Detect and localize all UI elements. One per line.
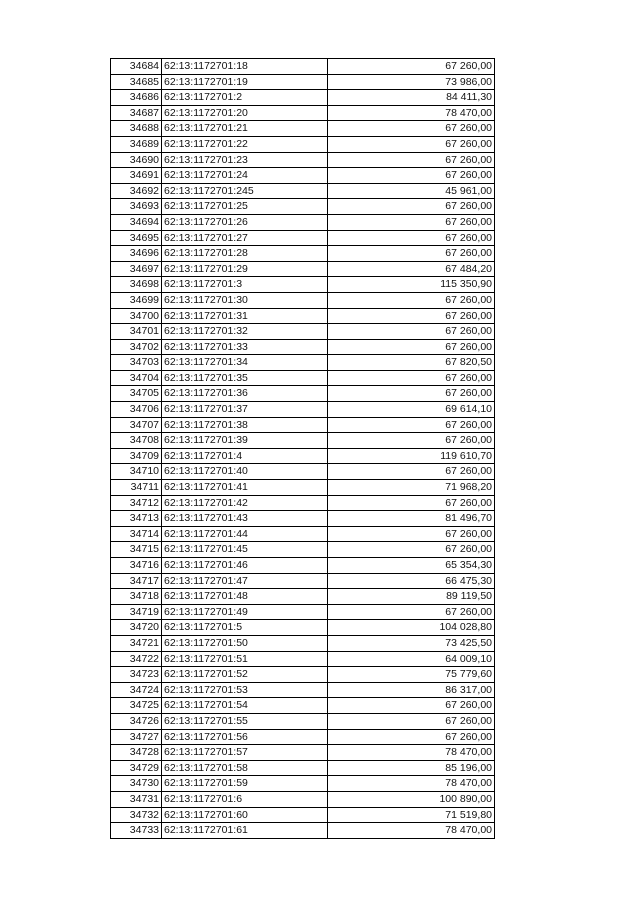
cadastral-value-cell: 64 009,10	[328, 651, 495, 667]
table-row	[111, 136, 495, 152]
table-row	[111, 152, 495, 168]
table-row	[111, 168, 495, 184]
row-number-cell: 34715	[111, 542, 162, 558]
cadastral-number-cell: 62:13:1172701:31	[162, 308, 328, 324]
row-number-cell: 34696	[111, 246, 162, 262]
table-row	[111, 480, 495, 496]
row-number-cell: 34693	[111, 199, 162, 215]
row-number-cell: 34728	[111, 745, 162, 761]
cadastral-number-cell: 62:13:1172701:18	[162, 59, 328, 75]
table-row	[111, 121, 495, 137]
table-row	[111, 558, 495, 574]
cadastral-number-cell: 62:13:1172701:21	[162, 121, 328, 137]
row-number-cell: 34688	[111, 121, 162, 137]
cadastral-value-cell: 85 196,00	[328, 760, 495, 776]
table-row	[111, 651, 495, 667]
row-number-cell: 34733	[111, 823, 162, 839]
cadastral-value-cell: 65 354,30	[328, 558, 495, 574]
table-row	[111, 729, 495, 745]
cadastral-number-cell: 62:13:1172701:20	[162, 105, 328, 121]
table-row	[111, 604, 495, 620]
cadastral-number-cell: 62:13:1172701:28	[162, 246, 328, 262]
row-number-cell: 34722	[111, 651, 162, 667]
cadastral-value-table	[110, 58, 495, 839]
cadastral-number-cell: 62:13:1172701:4	[162, 448, 328, 464]
row-number-cell: 34709	[111, 448, 162, 464]
cadastral-number-cell: 62:13:1172701:32	[162, 324, 328, 340]
cadastral-value-cell: 66 475,30	[328, 573, 495, 589]
table-row	[111, 526, 495, 542]
cadastral-value-cell: 78 470,00	[328, 823, 495, 839]
table-row	[111, 90, 495, 106]
cadastral-number-cell: 62:13:1172701:30	[162, 292, 328, 308]
cadastral-number-cell: 62:13:1172701:61	[162, 823, 328, 839]
cadastral-number-cell: 62:13:1172701:245	[162, 183, 328, 199]
row-number-cell: 34724	[111, 682, 162, 698]
cadastral-value-cell: 67 260,00	[328, 324, 495, 340]
cadastral-value-cell: 73 986,00	[328, 74, 495, 90]
table-row	[111, 214, 495, 230]
cadastral-value-cell: 78 470,00	[328, 745, 495, 761]
cadastral-number-cell: 62:13:1172701:51	[162, 651, 328, 667]
cadastral-number-cell: 62:13:1172701:39	[162, 433, 328, 449]
table-row	[111, 105, 495, 121]
cadastral-value-cell: 67 260,00	[328, 246, 495, 262]
table-row	[111, 183, 495, 199]
table-row	[111, 292, 495, 308]
cadastral-value-cell: 67 260,00	[328, 136, 495, 152]
row-number-cell: 34727	[111, 729, 162, 745]
table-row	[111, 511, 495, 527]
cadastral-value-cell: 86 317,00	[328, 682, 495, 698]
row-number-cell: 34714	[111, 526, 162, 542]
cadastral-value-cell: 67 260,00	[328, 230, 495, 246]
row-number-cell: 34691	[111, 168, 162, 184]
row-number-cell: 34732	[111, 807, 162, 823]
cadastral-number-cell: 62:13:1172701:27	[162, 230, 328, 246]
cadastral-value-cell: 45 961,00	[328, 183, 495, 199]
cadastral-number-cell: 62:13:1172701:6	[162, 791, 328, 807]
table-row	[111, 448, 495, 464]
cadastral-number-cell: 62:13:1172701:47	[162, 573, 328, 589]
table-body	[111, 59, 495, 839]
cadastral-number-cell: 62:13:1172701:53	[162, 682, 328, 698]
row-number-cell: 34700	[111, 308, 162, 324]
table-row	[111, 417, 495, 433]
row-number-cell: 34687	[111, 105, 162, 121]
table-row	[111, 791, 495, 807]
table-row	[111, 682, 495, 698]
cadastral-value-cell: 67 260,00	[328, 168, 495, 184]
cadastral-number-cell: 62:13:1172701:45	[162, 542, 328, 558]
cadastral-number-cell: 62:13:1172701:38	[162, 417, 328, 433]
table-row	[111, 261, 495, 277]
cadastral-number-cell: 62:13:1172701:26	[162, 214, 328, 230]
table-row	[111, 402, 495, 418]
table-row	[111, 620, 495, 636]
cadastral-number-cell: 62:13:1172701:34	[162, 355, 328, 371]
row-number-cell: 34717	[111, 573, 162, 589]
row-number-cell: 34721	[111, 635, 162, 651]
row-number-cell: 34703	[111, 355, 162, 371]
table-row	[111, 760, 495, 776]
row-number-cell: 34689	[111, 136, 162, 152]
cadastral-value-cell: 75 779,60	[328, 667, 495, 683]
cadastral-value-cell: 67 260,00	[328, 542, 495, 558]
cadastral-number-cell: 62:13:1172701:33	[162, 339, 328, 355]
cadastral-number-cell: 62:13:1172701:40	[162, 464, 328, 480]
row-number-cell: 34708	[111, 433, 162, 449]
row-number-cell: 34729	[111, 760, 162, 776]
cadastral-value-cell: 115 350,90	[328, 277, 495, 293]
cadastral-value-cell: 67 484,20	[328, 261, 495, 277]
table-row	[111, 74, 495, 90]
table-row	[111, 713, 495, 729]
row-number-cell: 34702	[111, 339, 162, 355]
cadastral-number-cell: 62:13:1172701:57	[162, 745, 328, 761]
row-number-cell: 34710	[111, 464, 162, 480]
row-number-cell: 34706	[111, 402, 162, 418]
cadastral-number-cell: 62:13:1172701:54	[162, 698, 328, 714]
row-number-cell: 34720	[111, 620, 162, 636]
cadastral-number-cell: 62:13:1172701:56	[162, 729, 328, 745]
table-row	[111, 59, 495, 75]
cadastral-value-cell: 69 614,10	[328, 402, 495, 418]
cadastral-value-cell: 67 260,00	[328, 199, 495, 215]
cadastral-number-cell: 62:13:1172701:59	[162, 776, 328, 792]
table-row	[111, 386, 495, 402]
table-row	[111, 230, 495, 246]
cadastral-number-cell: 62:13:1172701:43	[162, 511, 328, 527]
row-number-cell: 34719	[111, 604, 162, 620]
cadastral-number-cell: 62:13:1172701:37	[162, 402, 328, 418]
cadastral-number-cell: 62:13:1172701:24	[162, 168, 328, 184]
cadastral-value-cell: 67 260,00	[328, 713, 495, 729]
row-number-cell: 34697	[111, 261, 162, 277]
row-number-cell: 34699	[111, 292, 162, 308]
table-row	[111, 464, 495, 480]
table-row	[111, 355, 495, 371]
cadastral-value-cell: 84 411,30	[328, 90, 495, 106]
row-number-cell: 34695	[111, 230, 162, 246]
row-number-cell: 34726	[111, 713, 162, 729]
table-row	[111, 370, 495, 386]
cadastral-value-cell: 78 470,00	[328, 776, 495, 792]
row-number-cell: 34718	[111, 589, 162, 605]
table-row	[111, 823, 495, 839]
cadastral-number-cell: 62:13:1172701:22	[162, 136, 328, 152]
row-number-cell: 34723	[111, 667, 162, 683]
table-row	[111, 589, 495, 605]
cadastral-value-cell: 67 260,00	[328, 417, 495, 433]
row-number-cell: 34692	[111, 183, 162, 199]
cadastral-number-cell: 62:13:1172701:36	[162, 386, 328, 402]
table-row	[111, 308, 495, 324]
row-number-cell: 34713	[111, 511, 162, 527]
table-row	[111, 776, 495, 792]
row-number-cell: 34704	[111, 370, 162, 386]
cadastral-value-cell: 119 610,70	[328, 448, 495, 464]
cadastral-value-cell: 81 496,70	[328, 511, 495, 527]
row-number-cell: 34716	[111, 558, 162, 574]
cadastral-value-cell: 67 260,00	[328, 339, 495, 355]
cadastral-value-cell: 67 820,50	[328, 355, 495, 371]
cadastral-number-cell: 62:13:1172701:60	[162, 807, 328, 823]
table-row	[111, 667, 495, 683]
cadastral-number-cell: 62:13:1172701:49	[162, 604, 328, 620]
cadastral-value-cell: 67 260,00	[328, 698, 495, 714]
cadastral-value-cell: 73 425,50	[328, 635, 495, 651]
cadastral-value-cell: 71 519,80	[328, 807, 495, 823]
row-number-cell: 34712	[111, 495, 162, 511]
cadastral-number-cell: 62:13:1172701:35	[162, 370, 328, 386]
table-row	[111, 807, 495, 823]
cadastral-value-cell: 67 260,00	[328, 308, 495, 324]
cadastral-value-cell: 67 260,00	[328, 214, 495, 230]
cadastral-value-cell: 100 890,00	[328, 791, 495, 807]
row-number-cell: 34707	[111, 417, 162, 433]
cadastral-value-cell: 67 260,00	[328, 370, 495, 386]
cadastral-number-cell: 62:13:1172701:50	[162, 635, 328, 651]
table-row	[111, 635, 495, 651]
row-number-cell: 34686	[111, 90, 162, 106]
cadastral-number-cell: 62:13:1172701:2	[162, 90, 328, 106]
table-row	[111, 573, 495, 589]
table-row	[111, 246, 495, 262]
cadastral-number-cell: 62:13:1172701:25	[162, 199, 328, 215]
cadastral-number-cell: 62:13:1172701:44	[162, 526, 328, 542]
cadastral-value-cell: 71 968,20	[328, 480, 495, 496]
cadastral-number-cell: 62:13:1172701:55	[162, 713, 328, 729]
table-row	[111, 745, 495, 761]
cadastral-number-cell: 62:13:1172701:41	[162, 480, 328, 496]
row-number-cell: 34701	[111, 324, 162, 340]
row-number-cell: 34705	[111, 386, 162, 402]
cadastral-value-cell: 67 260,00	[328, 59, 495, 75]
table-row	[111, 542, 495, 558]
table-row	[111, 199, 495, 215]
cadastral-value-cell: 67 260,00	[328, 526, 495, 542]
cadastral-value-cell: 67 260,00	[328, 433, 495, 449]
cadastral-value-cell: 67 260,00	[328, 152, 495, 168]
cadastral-number-cell: 62:13:1172701:42	[162, 495, 328, 511]
row-number-cell: 34711	[111, 480, 162, 496]
cadastral-value-cell: 67 260,00	[328, 495, 495, 511]
table-row	[111, 495, 495, 511]
cadastral-number-cell: 62:13:1172701:58	[162, 760, 328, 776]
cadastral-value-cell: 67 260,00	[328, 121, 495, 137]
cadastral-value-cell: 67 260,00	[328, 292, 495, 308]
cadastral-number-cell: 62:13:1172701:46	[162, 558, 328, 574]
cadastral-value-cell: 104 028,80	[328, 620, 495, 636]
row-number-cell: 34690	[111, 152, 162, 168]
cadastral-number-cell: 62:13:1172701:48	[162, 589, 328, 605]
table-row	[111, 324, 495, 340]
row-number-cell: 34694	[111, 214, 162, 230]
cadastral-value-cell: 67 260,00	[328, 386, 495, 402]
cadastral-number-cell: 62:13:1172701:5	[162, 620, 328, 636]
cadastral-value-cell: 67 260,00	[328, 464, 495, 480]
table-row	[111, 339, 495, 355]
row-number-cell: 34731	[111, 791, 162, 807]
row-number-cell: 34730	[111, 776, 162, 792]
row-number-cell: 34698	[111, 277, 162, 293]
table-row	[111, 698, 495, 714]
cadastral-number-cell: 62:13:1172701:29	[162, 261, 328, 277]
cadastral-number-cell: 62:13:1172701:23	[162, 152, 328, 168]
cadastral-value-cell: 78 470,00	[328, 105, 495, 121]
row-number-cell: 34685	[111, 74, 162, 90]
cadastral-value-cell: 67 260,00	[328, 729, 495, 745]
cadastral-number-cell: 62:13:1172701:3	[162, 277, 328, 293]
cadastral-value-cell: 89 119,50	[328, 589, 495, 605]
table-row	[111, 277, 495, 293]
cadastral-value-cell: 67 260,00	[328, 604, 495, 620]
row-number-cell: 34725	[111, 698, 162, 714]
cadastral-number-cell: 62:13:1172701:19	[162, 74, 328, 90]
cadastral-number-cell: 62:13:1172701:52	[162, 667, 328, 683]
table-row	[111, 433, 495, 449]
row-number-cell: 34684	[111, 59, 162, 75]
